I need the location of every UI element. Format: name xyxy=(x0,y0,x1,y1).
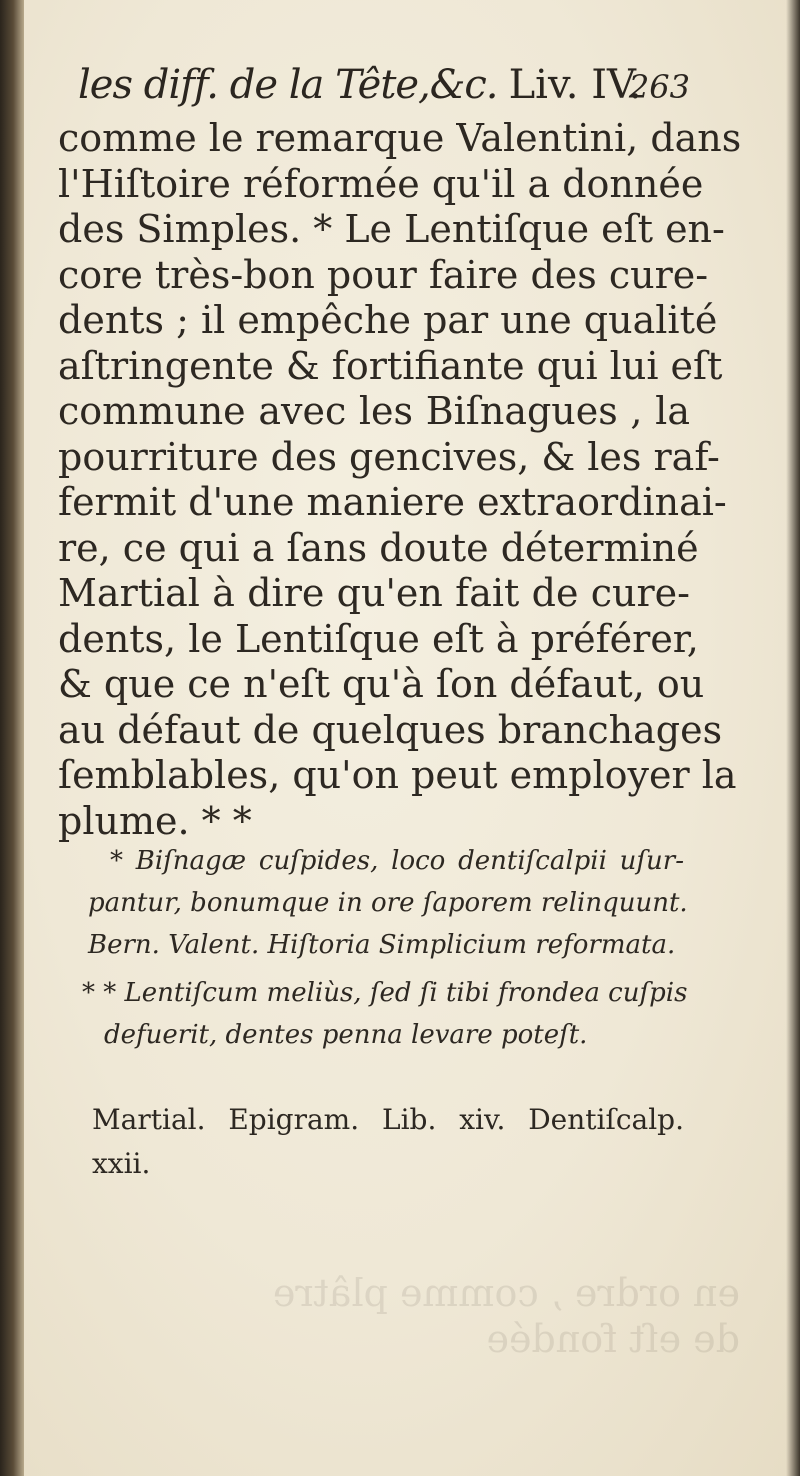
text-line: re, ce qui a ſans doute déterminé xyxy=(58,525,699,570)
text-line: comme le remarque Valentini, dans xyxy=(58,116,742,160)
text-line: Martial à dire qu'en fait de cure- xyxy=(58,571,690,615)
running-title: les diff. de la Tête,&c. xyxy=(78,62,498,108)
text-line: dents ; il empêche par une qualité xyxy=(58,298,718,342)
book-number: Liv. IV. xyxy=(508,62,642,108)
text-line: au défaut de quelques branchages xyxy=(58,707,723,752)
text-line: ſemblables, qu'on peut employer la xyxy=(58,753,737,797)
text-line: des Simples. * Le Lentiſque eſt en- xyxy=(58,207,725,251)
text-line: dents, le Lentiſque eſt à préférer, xyxy=(58,616,699,661)
footnote-2 xyxy=(82,972,688,1056)
footnote-1 xyxy=(88,840,688,966)
footnote-line: Bern. Valent. Hiſtoria Simplicium reformata. xyxy=(88,930,676,960)
text-line: core très-bon pour faire des cure- xyxy=(58,252,709,297)
binding-gutter xyxy=(0,0,24,1476)
footnote-line: defuerit, dentes penna levare poteſt. xyxy=(104,1020,588,1050)
footnote-line: * * Lentiſcum meliùs, ſed ſi tibi frondea cuſpis xyxy=(82,978,688,1008)
show-through-text xyxy=(40,1270,740,1362)
show-through-line: de eſt fondée xyxy=(486,1317,740,1361)
text-line: commune avec les Biſnagues , la xyxy=(58,389,690,433)
citation-line: Martial. Epigram. Lib. xiv. Dentiſcalp. xyxy=(92,1103,684,1136)
show-through-line: en ordre , comme plâtre xyxy=(272,1271,740,1315)
page-edge xyxy=(786,0,800,1476)
citation-line: xxii. xyxy=(92,1147,151,1180)
citation xyxy=(92,1098,684,1186)
text-line: plume. * * xyxy=(58,798,252,843)
text-line: pourriture des gencives, & les raf- xyxy=(58,434,720,479)
text-line: & que ce n'eſt qu'à ſon défaut, ou xyxy=(58,662,705,706)
running-header xyxy=(78,62,690,122)
footnote-line: pantur, bonumque in ore ſaporem relinquunt. xyxy=(88,888,688,918)
page-number: 263 xyxy=(628,68,690,106)
text-line: aſtringente & fortifiante qui lui eſt xyxy=(58,343,723,388)
footnote-line: * Biſnagæ cuſpides, loco dentiſcalpii uſur- xyxy=(110,846,684,876)
text-line: fermit d'une maniere extraordinai- xyxy=(58,480,727,524)
text-line: l'Hiſtoire réformée qu'il a donnée xyxy=(58,161,704,206)
main-text xyxy=(58,116,742,844)
